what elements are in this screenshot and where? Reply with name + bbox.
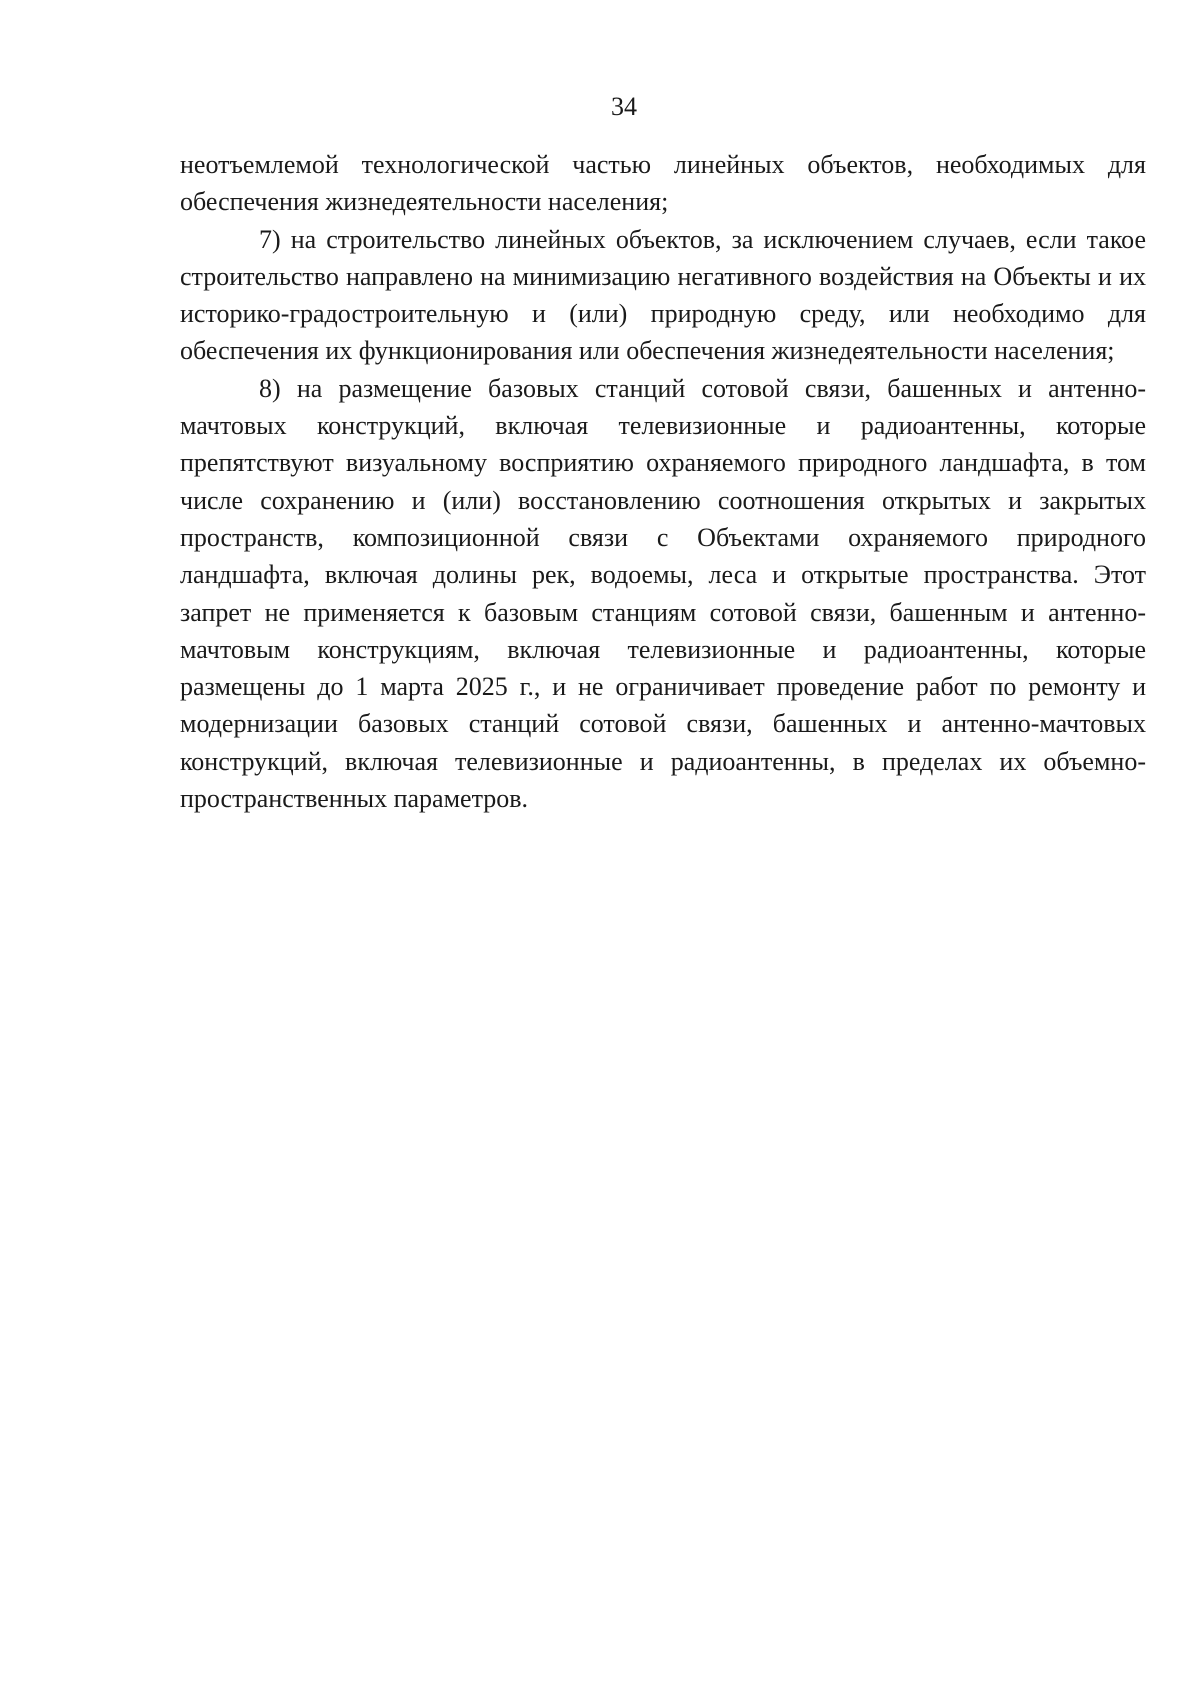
- paragraph-item-8: 8) на размещение базовых станций сотовой связи, башенных и антенно-мачтовых конструкций, включая телевизионные и радиоантенны, которые препятствуют визуальному восприятию охраняемого природного ландшафта, в том числе сохранению и (или) восстановлению соотношения открытых и закрытых пространств, композиционной связи с Объектами охраняемого природного ландшафта, включая долины рек, водоемы, леса и открытые пространства. Этот запрет не применяется к базовым станциям сотовой связи, башенным и антенно-мачтовым конструкциям, включая телевизионные и радиоантенны, которые размещены до 1 марта 2025 г., и не ограничивает проведение работ по ремонту и модернизации базовых станций сотовой связи, башенных и антенно-мачтовых конструкций, включая телевизионные и радиоантенны, в пределах их объемно-пространственных параметров.: [180, 373, 1146, 814]
- page-number: 34: [611, 92, 637, 121]
- document-body: [180, 146, 1146, 817]
- paragraph-item-7: 7) на строительство линейных объектов, за исключением случаев, если такое строительство направлено на минимизацию негативного воздействия на Объекты и их историко-градостроительную и (или) природную среду, или необходимо для обеспечения их функционирования или обеспечения жизнедеятельности населения;: [180, 224, 1146, 366]
- paragraph-continuation: неотъемлемой технологической частью линейных объектов, необходимых для обеспечения жизнедеятельности населения;: [180, 150, 1146, 217]
